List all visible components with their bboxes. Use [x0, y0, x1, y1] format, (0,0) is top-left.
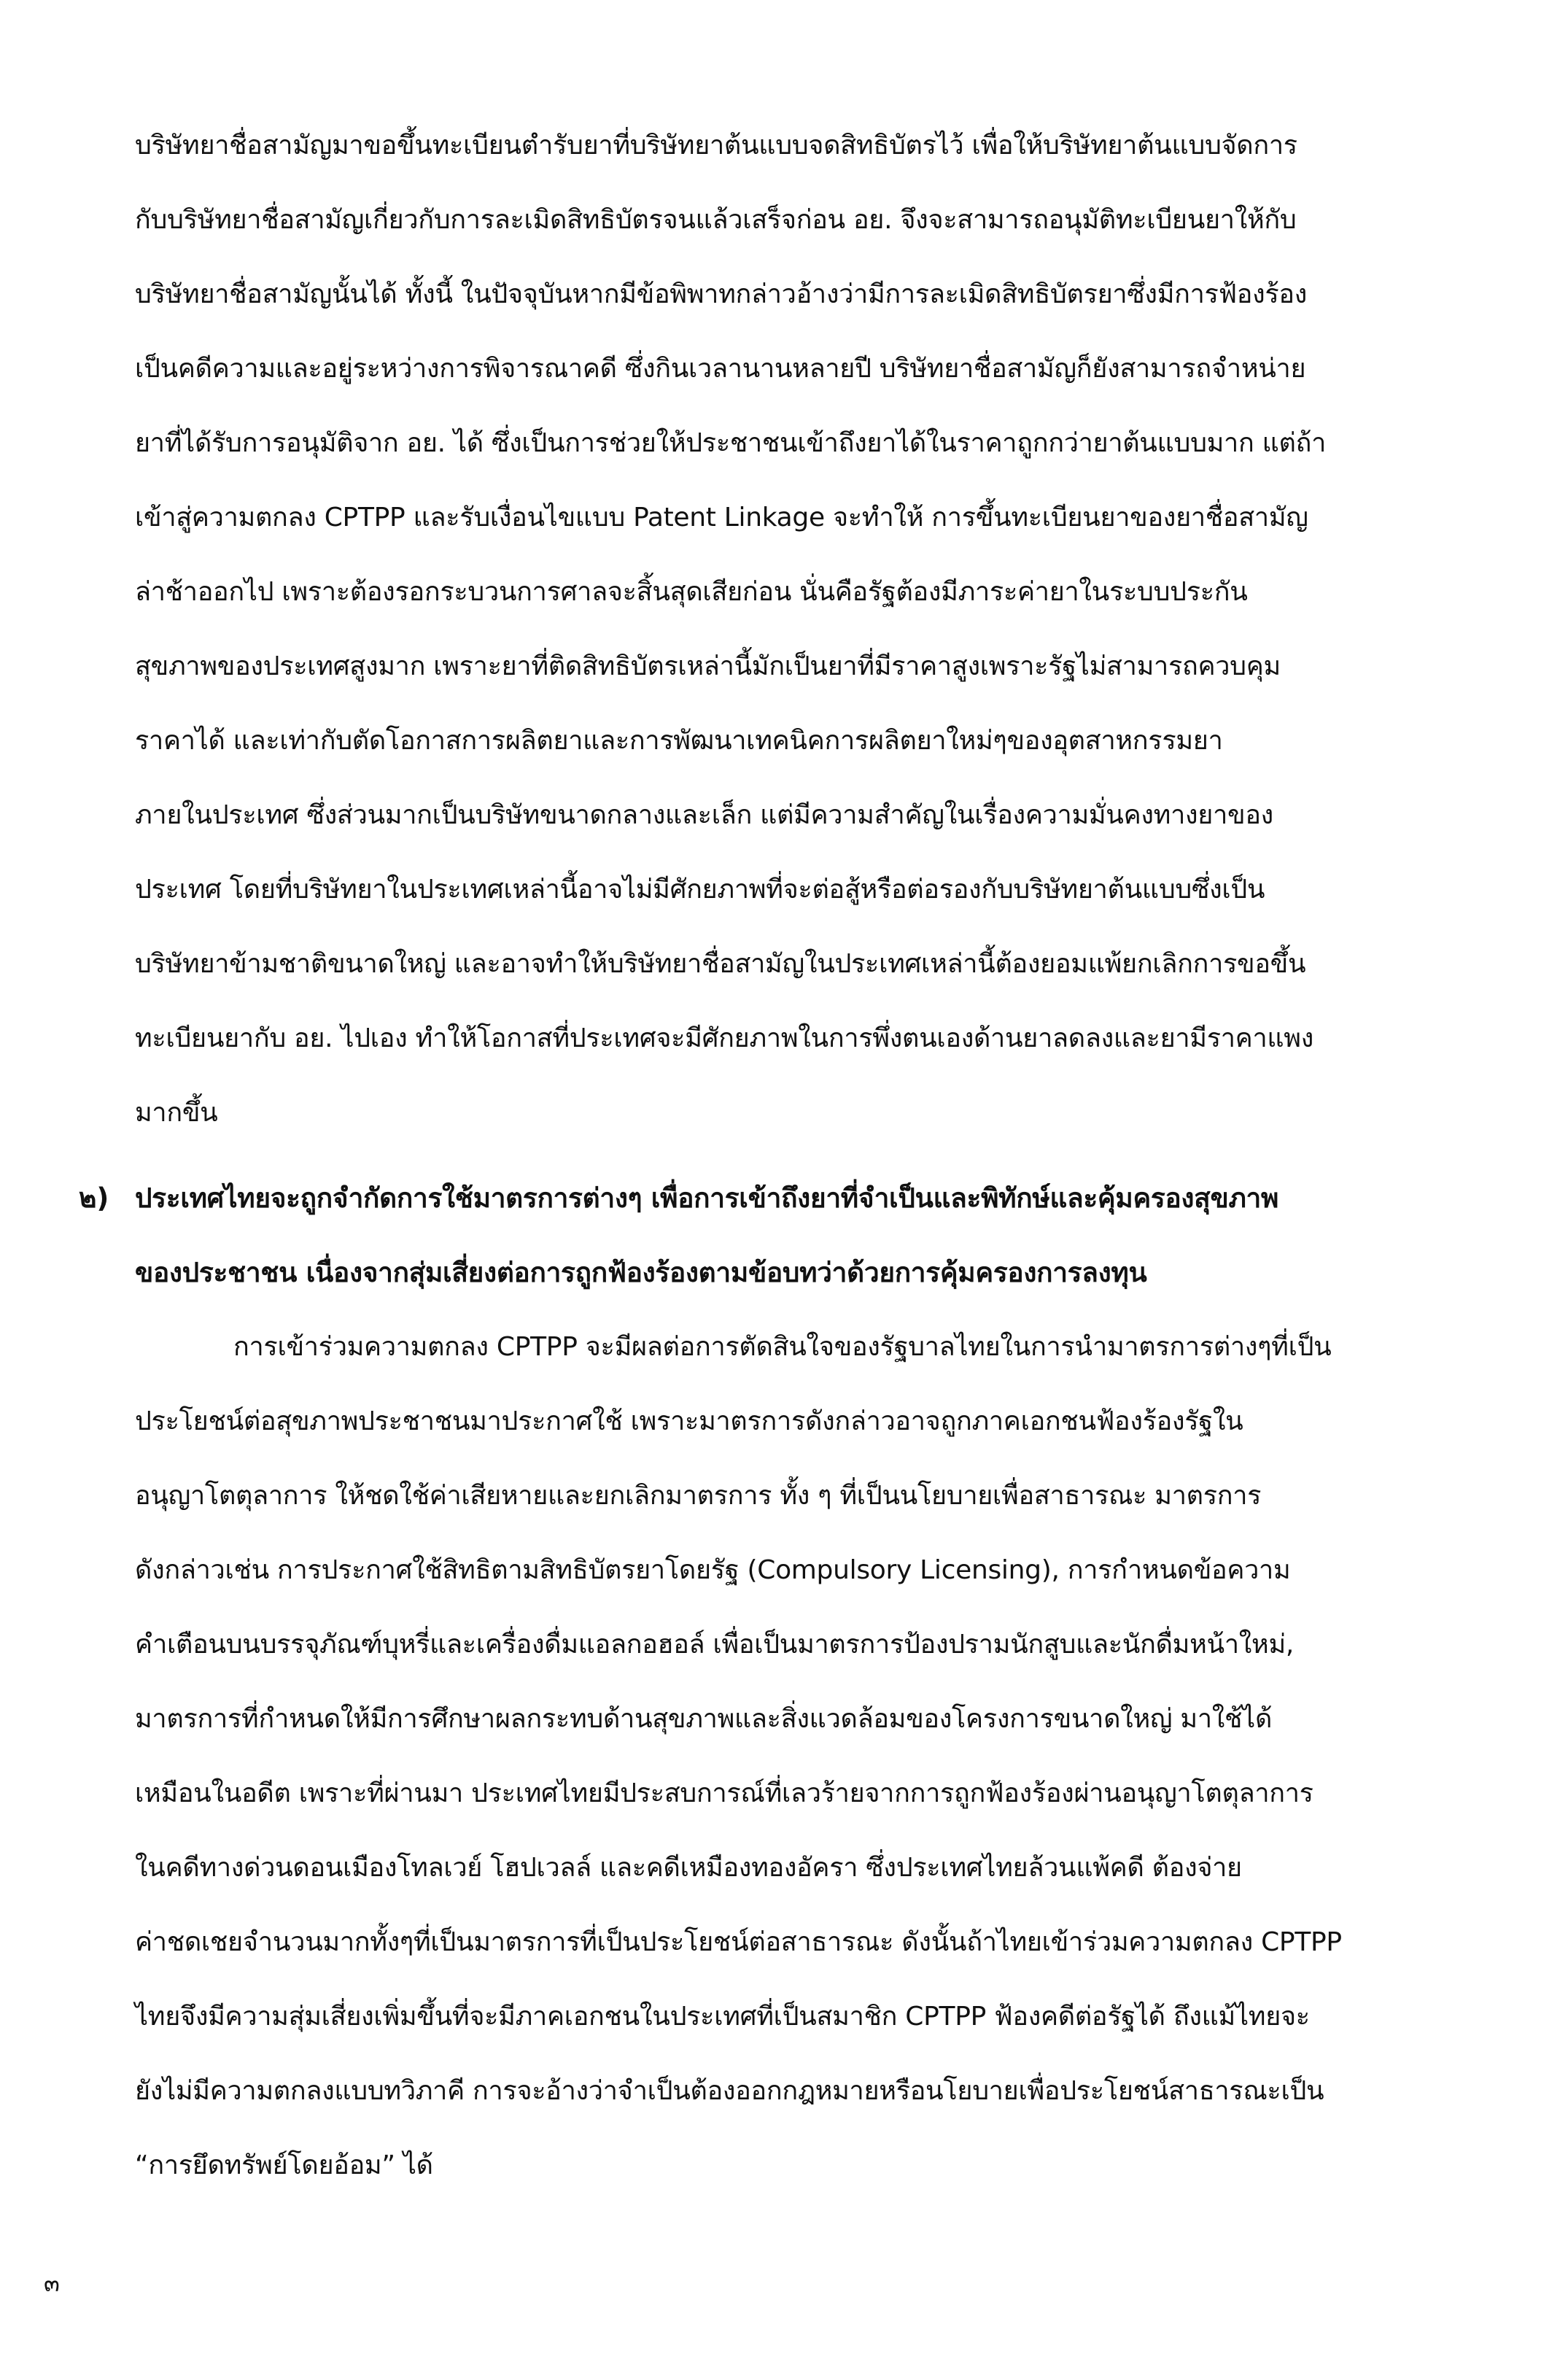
paragraph-line: ราคาได้ และเท่ากับตัดโอกาสการผลิตยาและการพัฒนาเทคนิคการผลิตยาใหม่ๆของอุตสาหกรรมยา — [135, 726, 1223, 756]
paragraph-line: เป็นคดีความและอยู่ระหว่างการพิจารณาคดี ซึ่งกินเวลานานหลายปี บริษัทยาชื่อสามัญก็ยังสามารถจำหน่าย — [135, 354, 1306, 384]
paragraph-line: ยาที่ได้รับการอนุมัติจาก อย. ได้ ซึ่งเป็นการช่วยให้ประชาชนเข้าถึงยาได้ในราคาถูกกว่ายาต้นแบบมาก แต่ถ้า — [135, 428, 1327, 458]
paragraph-line: กับบริษัทยาชื่อสามัญเกี่ยวกับการละเมิดสิทธิบัตรจนแล้วเสร็จก่อน อย. จึงจะสามารถอนุมัติทะเบียนยาให้กับ — [135, 205, 1297, 235]
section-heading-line: ประเทศไทยจะถูกจำกัดการใช้มาตรการต่างๆ เพื่อการเข้าถึงยาที่จำเป็นและพิทักษ์และคุ้มครองสุขภาพ — [135, 1182, 1279, 1214]
paragraph-line: มาตรการที่กำหนดให้มีการศึกษาผลกระทบด้านสุขภาพและสิ่งแวดล้อมของโครงการขนาดใหญ่ มาใช้ได้ — [135, 1704, 1273, 1734]
paragraph-line: บริษัทยาข้ามชาติขนาดใหญ่ และอาจทำให้บริษัทยาชื่อสามัญในประเทศเหล่านี้ต้องยอมแพ้ยกเลิกการขอขึ้น — [135, 949, 1306, 979]
paragraph-line: ประเทศ โดยที่บริษัทยาในประเทศเหล่านี้อาจไม่มีศักยภาพที่จะต่อสู้หรือต่อรองกับบริษัทยาต้นแบบซึ่งเป็น — [135, 875, 1265, 905]
paragraph-line: ดังกล่าวเช่น การประกาศใช้สิทธิตามสิทธิบัตรยาโดยรัฐ (Compulsory Licensing), การกำหนดข้อความ — [135, 1555, 1291, 1585]
paragraph-line: ในคดีทางด่วนดอนเมืองโทลเวย์ โฮปเวลล์ และคดีเหมืองทองอัครา ซึ่งประเทศไทยล้วนแพ้คดี ต้องจ่าย — [135, 1853, 1242, 1883]
paragraph-line: อนุญาโตตุลาการ ให้ชดใช้ค่าเสียหายและยกเลิกมาตรการ ทั้ง ๆ ที่เป็นนโยบายเพื่อสาธารณะ มาตรการ — [135, 1481, 1262, 1511]
paragraph-line: บริษัทยาชื่อสามัญนั้นได้ ทั้งนี้ ในปัจจุบันหากมีข้อพิพาทกล่าวอ้างว่ามีการละเมิดสิทธิบัตรยาซึ่งมีการฟ้องร้อง — [135, 279, 1307, 309]
section-heading-line: ของประชาชน เนื่องจากสุ่มเสี่ยงต่อการถูกฟ้องร้องตามข้อบทว่าด้วยการคุ้มครองการลงทุน — [135, 1257, 1147, 1288]
section-number: ๒) — [79, 1182, 109, 1214]
paragraph-line: ประโยชน์ต่อสุขภาพประชาชนมาประกาศใช้ เพราะมาตรการดังกล่าวอาจถูกภาคเอกชนฟ้องร้องรัฐใน — [135, 1406, 1243, 1436]
paragraph-line: เหมือนในอดีต เพราะที่ผ่านมา ประเทศไทยมีประสบการณ์ที่เลวร้ายจากการถูกฟ้องร้องผ่านอนุญาโตตุลาการ — [135, 1778, 1313, 1808]
paragraph-line: ภายในประเทศ ซึ่งส่วนมากเป็นบริษัทขนาดกลางและเล็ก แต่มีความสำคัญในเรื่องความมั่นคงทางยาของ — [135, 800, 1273, 830]
paragraph-line: คำเตือนบนบรรจุภัณฑ์บุหรี่และเครื่องดื่มแอลกอฮอล์ เพื่อเป็นมาตรการป้องปรามนักสูบและนักดื่มหน้าใหม่, — [135, 1630, 1295, 1660]
paragraph-line: ล่าช้าออกไป เพราะต้องรอกระบวนการศาลจะสิ้นสุดเสียก่อน นั่นคือรัฐต้องมีภาระค่ายาในระบบประกัน — [135, 577, 1248, 607]
paragraph-line: สุขภาพของประเทศสูงมาก เพราะยาที่ติดสิทธิบัตรเหล่านี้มักเป็นยาที่มีราคาสูงเพราะรัฐไม่สามารถควบคุม — [135, 651, 1281, 681]
paragraph-line: ไทยจึงมีความสุ่มเสี่ยงเพิ่มขึ้นที่จะมีภาคเอกชนในประเทศที่เป็นสมาชิก CPTPP ฟ้องคดีต่อรัฐได้ ถึงแม้ไทยจะ — [135, 2002, 1310, 2032]
paragraph-line: ทะเบียนยากับ อย. ไปเอง ทำให้โอกาสที่ประเทศจะมีศักยภาพในการพึ่งตนเองด้านยาลดลงและยามีราคาแพง — [135, 1023, 1313, 1053]
paragraph-line: มากขึ้น — [135, 1098, 218, 1128]
paragraph-line: ค่าชดเชยจำนวนมากทั้งๆที่เป็นมาตรการที่เป็นประโยชน์ต่อสาธารณะ ดังนั้นถ้าไทยเข้าร่วมความตกลง CPTPP — [135, 1927, 1342, 1957]
paragraph-line: การเข้าร่วมความตกลง CPTPP จะมีผลต่อการตัดสินใจของรัฐบาลไทยในการนำมาตรการต่างๆที่เป็น — [233, 1332, 1332, 1362]
page-number: ๓ — [44, 2269, 60, 2297]
paragraph-line: “การยึดทรัพย์โดยอ้อม” ได้ — [135, 2150, 433, 2180]
paragraph-line: เข้าสู่ความตกลง CPTPP และรับเงื่อนไขแบบ Patent Linkage จะทำให้ การขึ้นทะเบียนยาของยาชื่อสามัญ — [135, 503, 1308, 533]
paragraph-line: บริษัทยาชื่อสามัญมาขอขึ้นทะเบียนตำรับยาที่บริษัทยาต้นแบบจดสิทธิบัตรไว้ เพื่อให้บริษัทยาต้นแบบจัดการ — [135, 131, 1297, 160]
paragraph-line: ยังไม่มีความตกลงแบบทวิภาคี การจะอ้างว่าจำเป็นต้องออกกฎหมายหรือนโยบายเพื่อประโยชน์สาธารณะเป็น — [135, 2076, 1324, 2106]
